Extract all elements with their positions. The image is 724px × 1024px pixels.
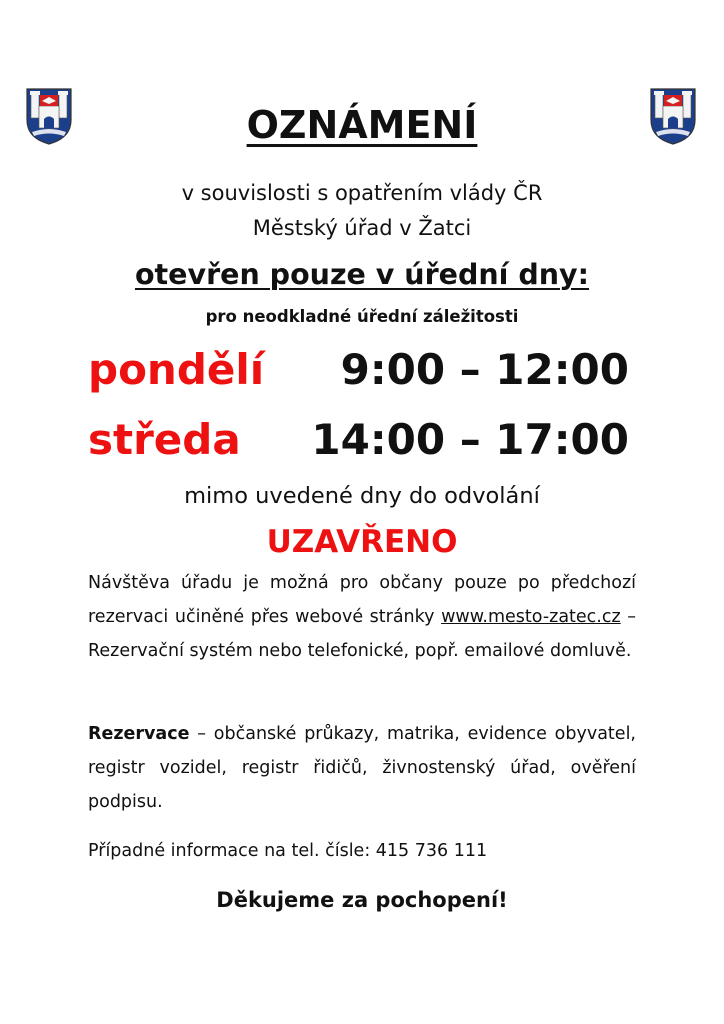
- reservation-text: – občanské průkazy, matrika, evidence obyvatel, registr vozidel, registr řidičů, živnostenský úřad, ověření podpisu.: [88, 724, 636, 812]
- subtitle-line-2: Městský úřad v Žatci: [252, 216, 472, 240]
- schedule-hours-wednesday: 14:00 – 17:00: [311, 415, 629, 464]
- schedule-day-monday: pondělí: [88, 345, 265, 394]
- schedule-hours-monday: 9:00 – 12:00: [340, 345, 629, 394]
- website-link[interactable]: www.mesto-zatec.cz: [441, 607, 621, 627]
- page-title-text: OZNÁMENÍ: [246, 103, 478, 147]
- reservation-paragraph: [88, 717, 636, 819]
- urgent-note: pro neodkladné úřední záležitosti: [205, 307, 519, 326]
- visit-paragraph: [88, 566, 636, 668]
- open-heading-text: otevřen pouze v úřední dny:: [134, 258, 590, 291]
- reservation-label: Rezervace: [88, 724, 190, 744]
- contact-info: Případné informace na tel. čísle: 415 736 111: [88, 841, 488, 861]
- subtitle-line-1: v souvislosti s opatřením vlády ČR: [181, 181, 543, 205]
- visit-text-after: – Rezervační systém nebo telefonické, popř. emailové domluvě.: [88, 607, 636, 661]
- open-heading: [0, 255, 724, 295]
- visit-text-before: Návštěva úřadu je možná pro občany pouze po předchozí rezervaci učiněné přes webové stránky: [88, 573, 636, 627]
- closed-text: UZAVŘENO: [266, 524, 458, 560]
- except-text: mimo uvedené dny do odvolání: [184, 483, 540, 509]
- thanks-text: Děkujeme za pochopení!: [216, 888, 508, 912]
- schedule-day-wednesday: středa: [88, 415, 241, 464]
- page-title: [0, 100, 724, 150]
